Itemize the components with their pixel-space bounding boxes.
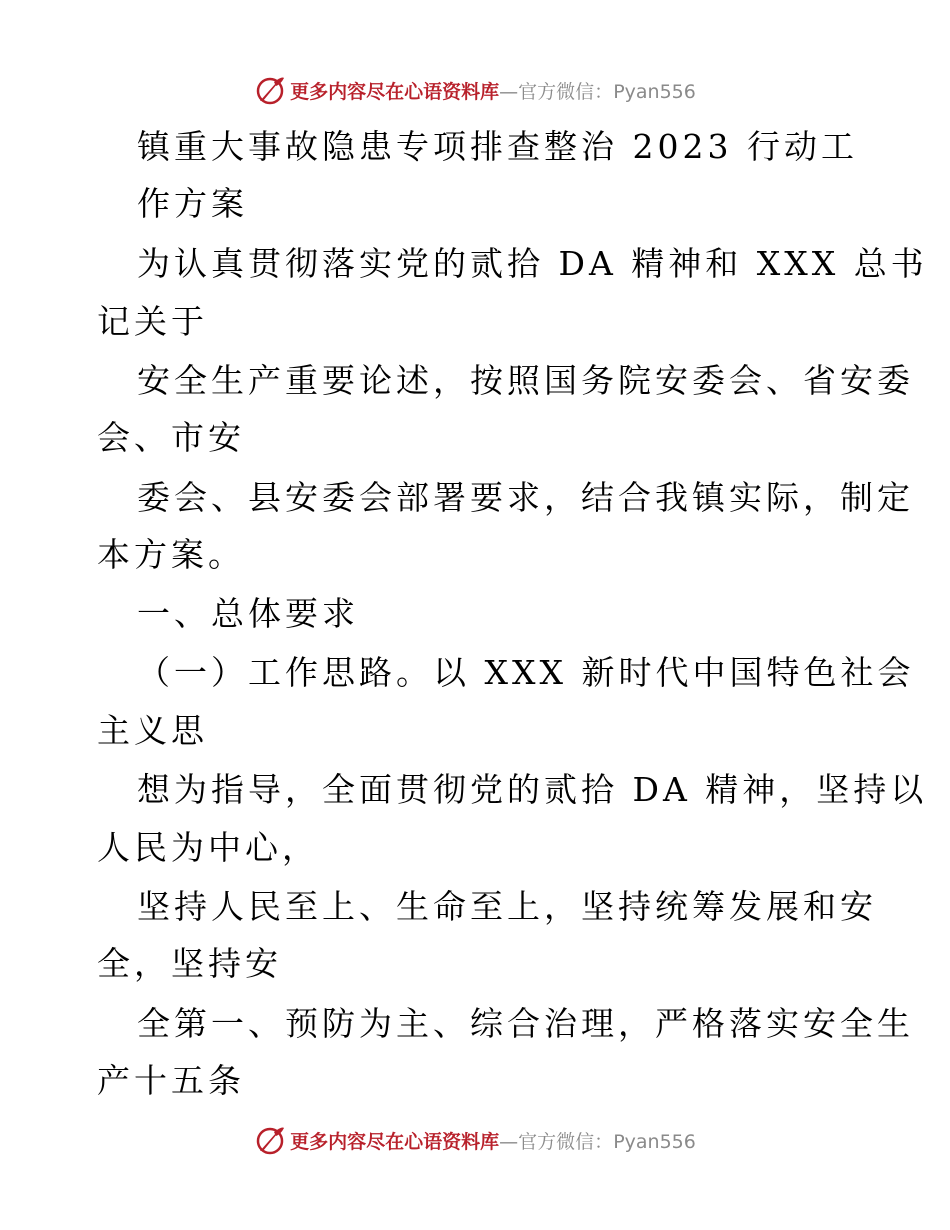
header-banner-text xyxy=(290,77,696,104)
doc-paragraph-line: 记关于 xyxy=(97,302,208,341)
quill-pen-logo-icon xyxy=(254,1124,286,1156)
footer-banner-title: 更多内容尽在心语资料库 xyxy=(290,1130,500,1153)
doc-paragraph-line: 产十五条 xyxy=(97,1061,245,1100)
footer-banner-wechat-id: Pyan556 xyxy=(613,1130,696,1153)
doc-title-line-1: 镇重大事故隐患专项排查整治 2023 行动工 xyxy=(137,127,858,166)
doc-section-heading: 一、总体要求 xyxy=(137,594,359,633)
doc-paragraph-line: 会、市安 xyxy=(97,418,245,457)
doc-title-line-2: 作方案 xyxy=(137,184,248,223)
header-banner-wechat-label: 官方微信： xyxy=(518,80,614,103)
header-banner-dash: — xyxy=(499,80,519,103)
doc-paragraph-line: （一）工作思路。以 XXX 新时代中国特色社会 xyxy=(137,653,915,692)
doc-paragraph-line: 本方案。 xyxy=(97,535,245,574)
doc-paragraph-line: 人民为中心， xyxy=(97,828,319,867)
footer-banner xyxy=(0,1120,950,1160)
quill-pen-logo-icon xyxy=(254,74,286,106)
doc-paragraph-line: 主义思 xyxy=(97,711,208,750)
doc-paragraph-line: 坚持人民至上、生命至上，坚持统筹发展和安 xyxy=(137,887,877,926)
doc-paragraph-line: 全，坚持安 xyxy=(97,944,282,983)
doc-paragraph-line: 安全生产重要论述，按照国务院安委会、省安委 xyxy=(137,361,914,400)
doc-paragraph-line: 全第一、预防为主、综合治理，严格落实安全生 xyxy=(137,1004,914,1043)
doc-paragraph-line: 为认真贯彻落实党的贰拾 DA 精神和 XXX 总书 xyxy=(137,244,928,283)
header-banner xyxy=(0,70,950,110)
header-banner-title: 更多内容尽在心语资料库 xyxy=(290,80,500,103)
header-banner-wechat-id: Pyan556 xyxy=(613,80,696,103)
doc-paragraph-line: 委会、县安委会部署要求，结合我镇实际，制定 xyxy=(137,478,914,517)
doc-paragraph-line: 想为指导，全面贯彻党的贰拾 DA 精神，坚持以 xyxy=(137,770,928,809)
footer-banner-dash: — xyxy=(499,1130,519,1153)
footer-banner-wechat-label: 官方微信： xyxy=(518,1130,614,1153)
footer-banner-text xyxy=(290,1127,696,1154)
